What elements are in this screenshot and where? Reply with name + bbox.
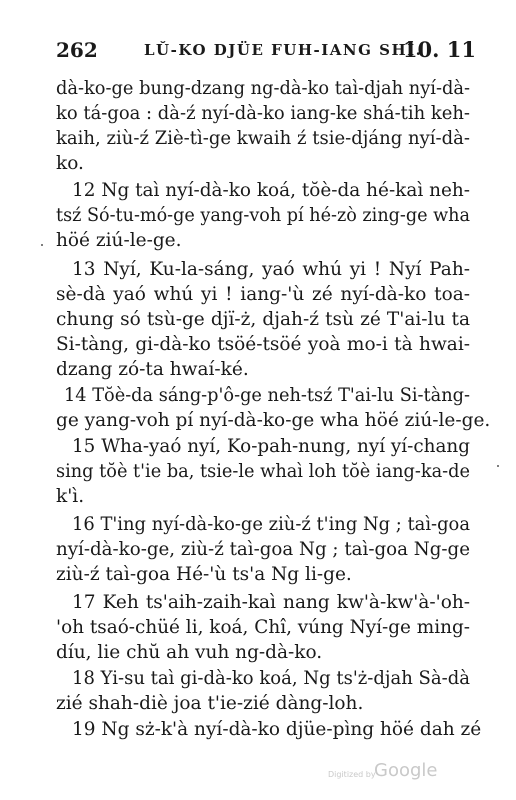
text-line: zié shah-diè joa t'ie-zié dàng-loh. — [56, 693, 364, 714]
text-line: sè-dà yaó whú yi ! iang-'ù zé nyí-dà-ko toa- — [56, 284, 470, 305]
google-wordmark: Google — [374, 760, 438, 781]
text-line: 12 Ng taì nyí-dà-ko koá, tŏè-da hé-kaì neh- — [72, 180, 470, 201]
text-line: tsź Só-tu-mó-ge yang-voh pí hé-zò zing-ge wha — [56, 205, 470, 226]
digitized-label: Digitized by — [328, 770, 376, 779]
text-line: k'ì. — [56, 486, 85, 507]
text-line: 13 Nyí, Ku-la-sáng, yaó whú yi ! Nyí Pah- — [72, 259, 470, 280]
scan-speck — [497, 465, 499, 467]
section-reference: 10. 11 — [402, 37, 476, 62]
text-line: ko. — [56, 153, 84, 174]
text-line: nyí-dà-ko-ge, ziù-ź taì-goa Ng ; taì-goa Ng-ge — [56, 539, 470, 560]
text-line: 16 T'ing nyí-dà-ko-ge ziù-ź t'ing Ng ; taì-goa — [72, 514, 470, 535]
text-line: 18 Yi-su taì gi-dà-ko koá, Ng ts'ż-djah Sà-dà — [72, 668, 470, 689]
page-header — [56, 38, 476, 68]
text-line: dzang zó-ta hwaí-ké. — [56, 359, 249, 380]
text-line: höé ziú-le-ge. — [56, 230, 182, 251]
page-number: 262 — [56, 38, 98, 62]
text-line: kaih, ziù-ź Ziè-tì-ge kwaih ź tsie-djáng nyí-dà- — [56, 128, 470, 149]
text-line: 'oh tsaó-chüé li, koá, Chî, vúng Nyí-ge ming- — [56, 617, 470, 638]
digitized-watermark — [326, 760, 446, 784]
text-line: ko tá-goa : dà-ź nyí-dà-ko iang-ke shá-tih keh- — [56, 103, 470, 124]
text-line: 15 Wha-yaó nyí, Ko-pah-nung, nyí yí-chang — [72, 436, 470, 457]
text-line: sing tŏè t'ie ba, tsie-le whaì loh tŏè iang-ka-de — [56, 461, 470, 482]
text-line: chung só tsù-ge djï-ż, djah-ź tsù zé T'ai-lu ta — [56, 309, 470, 330]
text-line: 17 Keh ts'aih-zaih-kaì nang kw'à-kw'à-'oh- — [72, 592, 470, 613]
text-line: Si-tàng, gi-dà-ko tsöé-tsöé yoà mo-i tà hwai- — [56, 334, 470, 355]
text-line: ziù-ź taì-goa Hé-'ù ts'a Ng li-ge. — [56, 564, 352, 585]
text-line: ge yang-voh pí nyí-dà-ko-ge wha höé ziú-le-ge. — [56, 410, 491, 431]
scan-speck — [41, 244, 43, 246]
text-line: dà-ko-ge bung-dzang ng-dà-ko taì-djah nyí-dà- — [56, 78, 470, 99]
text-line: 14 Tŏè-da sáng-p'ô-ge neh-tsź T'ai-lu Si-tàng- — [64, 385, 470, 406]
running-title: LŬ-KO DJÜE FUH-IANG SHĬ. — [144, 41, 423, 59]
text-line: 19 Ng sż-k'à nyí-dà-ko djüe-pìng höé dah zé — [72, 719, 482, 740]
text-line: díu, lie chŭ ah vuh ng-dà-ko. — [56, 642, 323, 663]
